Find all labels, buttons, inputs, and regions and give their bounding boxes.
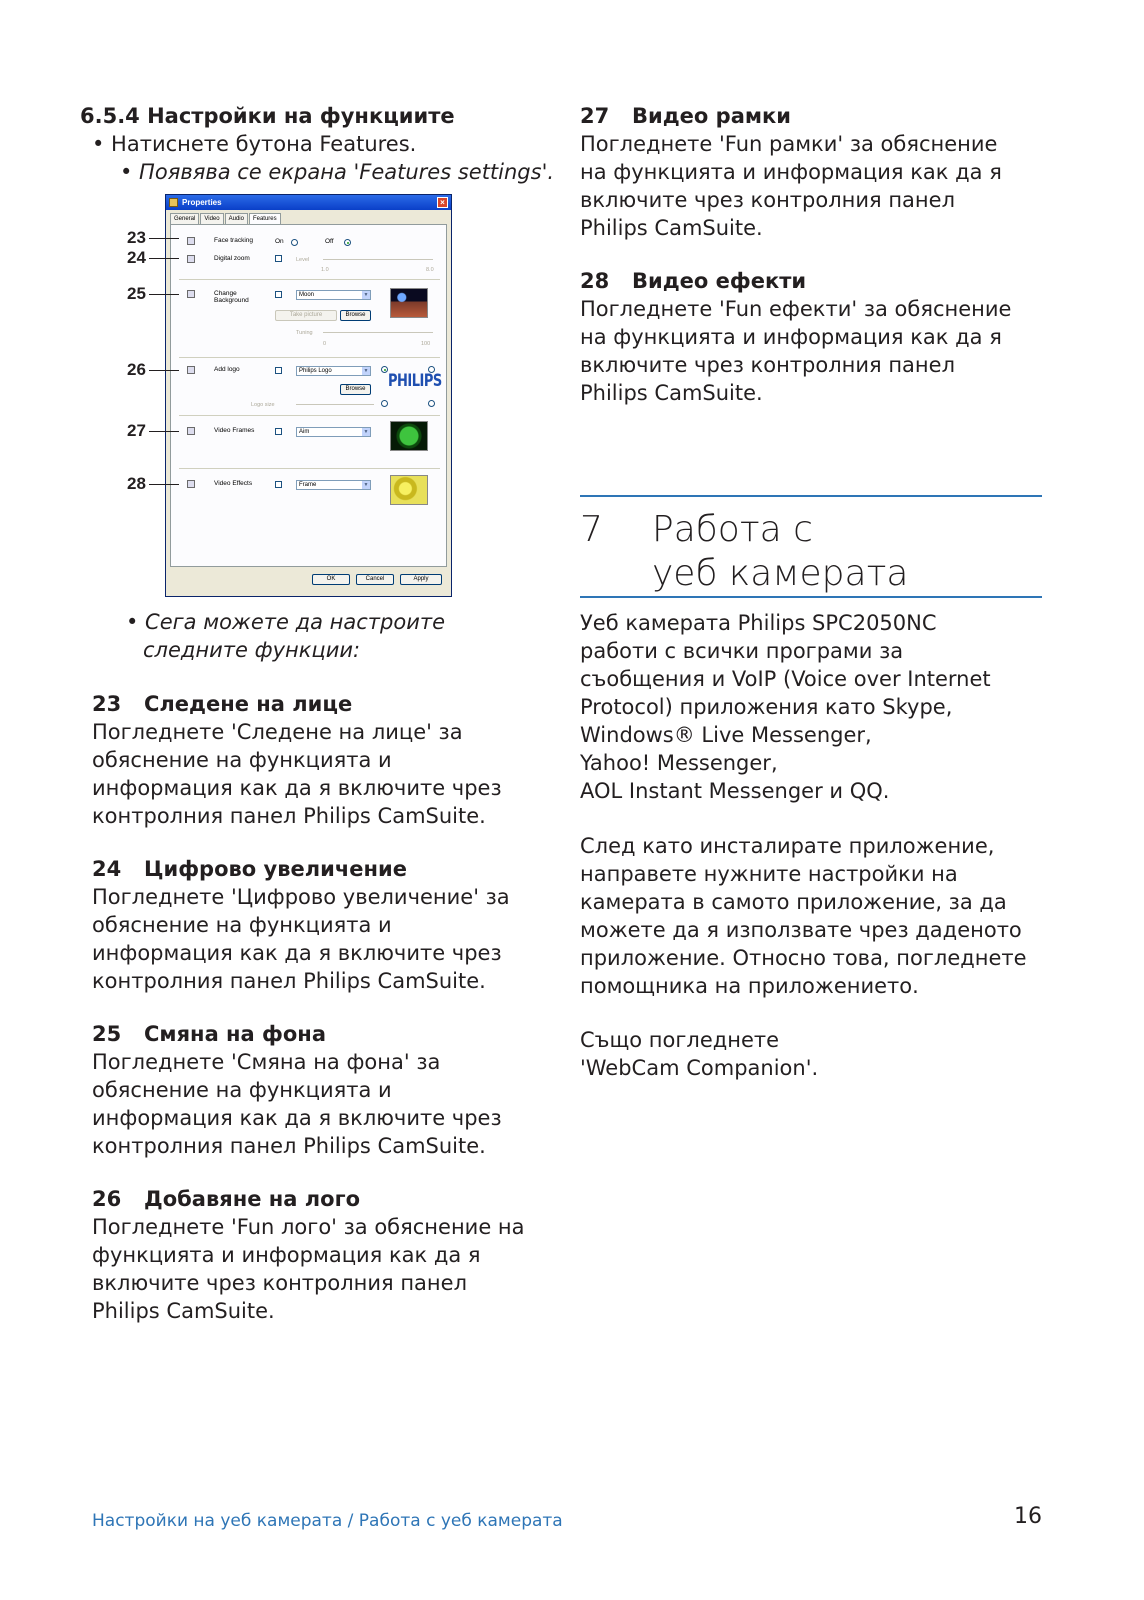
face-tracking-label: Face tracking [214, 237, 254, 244]
change-background-label-1: Change [214, 290, 237, 297]
ok-button[interactable]: OK [312, 574, 350, 585]
body-line: можете да я използвате чрез даденото [580, 918, 1022, 942]
section-digital-zoom [92, 855, 510, 995]
body-line: Погледнете 'Цифрово увеличение' за [92, 885, 510, 909]
frames-select[interactable] [296, 427, 371, 437]
body-line: направете нужните настройки на [580, 862, 958, 886]
paragraph-supported-apps [580, 609, 991, 805]
body-line: обяснение на функцията и [92, 1078, 392, 1102]
chapter-title-line-2: уеб камерата [652, 553, 909, 594]
paragraph-see-also [580, 1026, 818, 1082]
background-select-value: Moon [299, 292, 315, 298]
tab-audio[interactable]: Audio [225, 213, 248, 224]
body-line: работи с всички програми за [580, 639, 904, 663]
body-line: контролния панел Philips CamSuite. [92, 804, 486, 828]
chevron-down-icon: ▼ [363, 482, 369, 488]
callout-25: 25 [127, 284, 146, 303]
logo-select[interactable] [296, 366, 371, 376]
change-background-icon [187, 290, 195, 298]
bullet-now-configure-2: следните функции: [143, 638, 361, 662]
section-number: 23 [92, 692, 122, 716]
section-number: 24 [92, 857, 122, 881]
bullet-now-configure-1: • Сега можете да настроите [126, 610, 445, 634]
section-number: 26 [92, 1187, 122, 1211]
chapter-top-rule [580, 495, 1042, 497]
body-line: Protocol) приложения като Skype, [580, 695, 953, 719]
chapter-bottom-rule [580, 596, 1042, 598]
change-background-checkbox[interactable] [275, 291, 282, 298]
logo-position-radio-bottom-left[interactable] [381, 400, 388, 407]
body-line: информация как да я включите чрез [92, 1106, 502, 1130]
face-tracking-on-radio[interactable] [291, 239, 298, 246]
browse-logo-button[interactable]: Browse [340, 384, 371, 395]
body-line: Погледнете 'Fun рамки' за обяснение [580, 132, 998, 156]
section-number: 27 [580, 104, 610, 128]
tab-video[interactable]: Video [200, 213, 223, 224]
section-add-logo [92, 1185, 525, 1325]
body-line: Philips CamSuite. [580, 381, 763, 405]
callout-line [149, 238, 179, 239]
video-effects-label: Video Effects [214, 480, 253, 487]
zoom-icon [187, 255, 195, 263]
body-line: съобщения и VoIP (Voice over Internet [580, 667, 991, 691]
body-line: включите чрез контролния панел [580, 353, 955, 377]
section-number: 25 [92, 1022, 122, 1046]
effects-select-value: Frame [299, 482, 317, 488]
video-effects-icon [187, 480, 195, 488]
dialog-tabs [170, 213, 282, 224]
add-logo-icon [187, 366, 195, 374]
divider [179, 357, 440, 358]
body-line: Yahoo! Messenger, [580, 751, 778, 775]
body-line: на функцията и информация как да я [580, 325, 1002, 349]
philips-logo-preview: PHILIPS [388, 371, 442, 392]
body-line: Philips CamSuite. [92, 1299, 275, 1323]
body-line: обяснение на функцията и [92, 913, 392, 937]
body-line: Уеб камерата Philips SPC2050NC [580, 611, 937, 635]
bullet-screen-appears: • Появява се екрана 'Features settings'. [120, 160, 555, 184]
callout-line [149, 484, 179, 485]
body-line: Philips CamSuite. [580, 216, 763, 240]
cancel-button[interactable]: Cancel [356, 574, 394, 585]
digital-zoom-checkbox[interactable] [275, 255, 282, 262]
logo-position-radio-bottom-right[interactable] [428, 400, 435, 407]
on-label: On [275, 238, 284, 245]
zoom-level-slider[interactable] [323, 259, 433, 260]
close-icon[interactable]: × [437, 197, 448, 208]
aim-frame-thumbnail [390, 421, 428, 451]
digital-zoom-label: Digital zoom [214, 255, 250, 262]
callout-27: 27 [127, 421, 146, 440]
body-line: Windows® Live Messenger, [580, 723, 872, 747]
chevron-down-icon: ▼ [363, 429, 369, 435]
add-logo-checkbox[interactable] [275, 367, 282, 374]
body-line: Погледнете 'Fun ефекти' за обяснение [580, 297, 1012, 321]
body-line: Погледнете 'Fun лого' за обяснение на [92, 1215, 525, 1239]
footer-breadcrumb: Настройки на уеб камерата / Работа с уеб камерата [92, 1511, 563, 1531]
face-tracking-off-radio[interactable] [344, 239, 351, 246]
section-video-frames [580, 102, 1002, 242]
tuning-min-label: 0 [323, 341, 327, 347]
tuning-slider[interactable] [323, 332, 433, 333]
face-tracking-icon [187, 237, 195, 245]
body-line: контролния панел Philips CamSuite. [92, 1134, 486, 1158]
off-label: Off [325, 238, 334, 245]
logo-size-slider[interactable] [296, 404, 374, 405]
body-line: включите чрез контролния панел [92, 1271, 467, 1295]
video-effects-checkbox[interactable] [275, 481, 282, 488]
divider [179, 468, 440, 469]
apply-button[interactable]: Apply [400, 574, 442, 585]
dialog-title: Properties [182, 198, 222, 207]
section-heading: Добавяне на лого [144, 1187, 360, 1211]
callout-24: 24 [127, 248, 146, 267]
callout-23: 23 [127, 228, 146, 247]
zoom-min-label: 1.0 [321, 267, 329, 273]
section-title: 6.5.4 Настройки на функциите [80, 104, 455, 128]
chevron-down-icon: ▼ [363, 368, 369, 374]
tuning-label: Tuning [296, 330, 313, 336]
video-frames-checkbox[interactable] [275, 428, 282, 435]
divider [179, 415, 440, 416]
properties-dialog-screenshot [165, 194, 452, 597]
body-line: AOL Instant Messenger и QQ. [580, 779, 890, 803]
take-picture-button[interactable]: Take picture [275, 310, 337, 321]
section-video-effects [580, 267, 1011, 407]
callout-26: 26 [127, 360, 146, 379]
tab-general[interactable]: General [170, 213, 199, 224]
body-line: информация как да я включите чрез [92, 941, 502, 965]
background-select[interactable] [296, 290, 371, 300]
frame-effect-thumbnail [390, 475, 428, 505]
body-line: функцията и информация как да я [92, 1243, 481, 1267]
page-number: 16 [1014, 1504, 1042, 1529]
callout-28: 28 [127, 474, 146, 493]
level-label: Level [296, 257, 310, 263]
body-line: Също погледнете [580, 1028, 780, 1052]
tuning-max-label: 100 [421, 341, 431, 347]
body-line: обяснение на функцията и [92, 748, 392, 772]
section-change-background [92, 1020, 502, 1160]
frames-select-value: Aim [299, 429, 310, 435]
chevron-down-icon: ▼ [363, 292, 369, 298]
callout-line [149, 294, 179, 295]
callout-line [149, 431, 179, 432]
section-heading: Видео ефекти [632, 269, 807, 293]
logo-position-radio-top-left[interactable] [381, 366, 388, 373]
body-line: приложение. Относно това, погледнете [580, 946, 1027, 970]
section-heading: Видео рамки [632, 104, 791, 128]
body-line: 'WebCam Companion'. [580, 1056, 819, 1080]
zoom-max-label: 8.0 [426, 267, 434, 273]
logo-size-label: Logo size [251, 402, 275, 408]
video-frames-label: Video Frames [214, 427, 255, 434]
section-face-tracking [92, 690, 502, 830]
tab-features[interactable]: Features [249, 213, 281, 225]
camera-icon [169, 198, 178, 207]
body-line: включите чрез контролния панел [580, 188, 955, 212]
logo-select-value: Philips Logo [299, 368, 332, 374]
bullet-press-features: • Натиснете бутона Features. [92, 132, 417, 156]
callout-line [149, 258, 179, 259]
body-line: контролния панел Philips CamSuite. [92, 969, 486, 993]
section-heading: Смяна на фона [144, 1022, 326, 1046]
change-background-label-2: Background [214, 297, 249, 304]
body-line: След като инсталирате приложение, [580, 834, 995, 858]
effects-select[interactable] [296, 480, 371, 490]
add-logo-label: Add logo [214, 366, 240, 373]
section-number: 28 [580, 269, 610, 293]
video-frames-icon [187, 427, 195, 435]
chapter-title-line-1: Работа с [652, 509, 813, 550]
section-heading: Цифрово увеличение [144, 857, 407, 881]
body-line: Погледнете 'Смяна на фона' за [92, 1050, 441, 1074]
dialog-titlebar [166, 195, 451, 210]
divider [179, 279, 440, 280]
body-line: Погледнете 'Следене на лице' за [92, 720, 463, 744]
features-panel [170, 224, 447, 567]
section-heading: Следене на лице [144, 692, 353, 716]
browse-background-button[interactable]: Browse [340, 310, 371, 321]
chapter-title [580, 508, 908, 596]
body-line: помощника на приложението. [580, 974, 919, 998]
chapter-number: 7 [580, 509, 603, 550]
body-line: информация как да я включите чрез [92, 776, 502, 800]
body-line: камерата в самото приложение, за да [580, 890, 1007, 914]
moon-background-thumbnail [390, 288, 428, 318]
body-line: на функцията и информация как да я [580, 160, 1002, 184]
paragraph-after-install [580, 832, 1027, 1000]
callout-line [149, 370, 179, 371]
